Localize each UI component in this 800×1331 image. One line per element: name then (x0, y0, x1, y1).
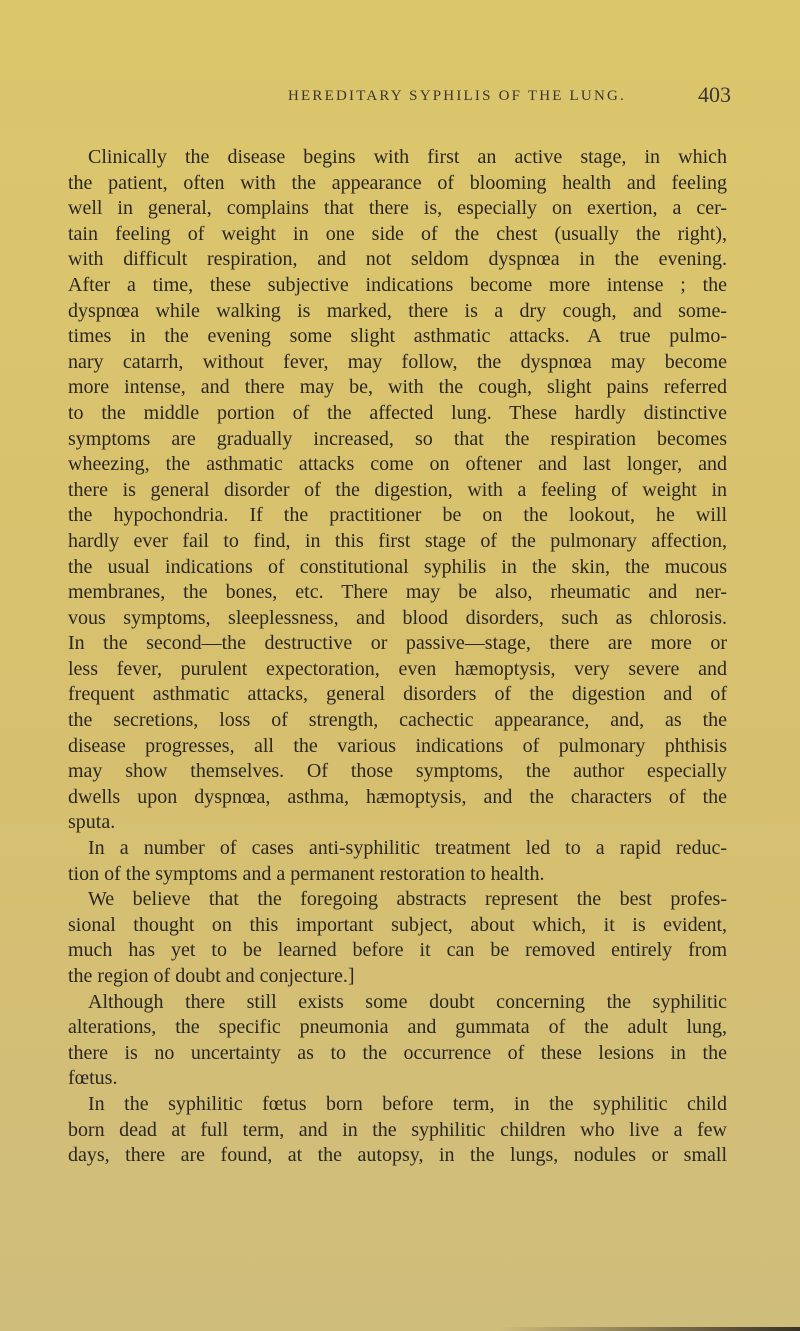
text-line: alterations, the specific pneumonia and gummata of the adult lung, (68, 1016, 727, 1039)
paragraph (68, 887, 727, 989)
text-line: tion of the symptoms and a permanent restoration to health. (68, 862, 545, 885)
text-line: the hypochondria. If the practitioner be on the lookout, he will (68, 504, 727, 527)
paragraph (68, 145, 727, 836)
text-line: there is no uncertainty as to the occurrence of these lesions in the (68, 1041, 727, 1064)
text-line: well in general, complains that there is, especially on exertion, a cer- (68, 197, 727, 220)
text-line: frequent asthmatic attacks, general disorders of the digestion and of (68, 683, 727, 706)
page-edge-shadow (500, 1327, 800, 1331)
paragraph (68, 836, 727, 887)
text-line: to the middle portion of the affected lung. These hardly distinctive (68, 401, 727, 424)
text-line: less fever, purulent expectoration, even hæmoptysis, very severe and (68, 657, 727, 680)
text-line: fœtus. (68, 1067, 118, 1090)
paragraph (68, 1092, 727, 1169)
text-line: the usual indications of constitutional syphilis in the skin, the mucous (68, 555, 727, 578)
text-line: there is general disorder of the digestion, with a feeling of weight in (68, 478, 727, 501)
text-line: We believe that the foregoing abstracts represent the best profes- (88, 888, 727, 911)
text-line: membranes, the bones, etc. There may be also, rheumatic and ner- (68, 581, 727, 604)
text-line: may show themselves. Of those symptoms, the author especially (68, 760, 727, 783)
text-line: In a number of cases anti-syphilitic treatment led to a rapid reduc- (88, 837, 727, 860)
text-line: days, there are found, at the autopsy, in the lungs, nodules or small (68, 1144, 727, 1167)
text-line: the region of doubt and conjecture.] (68, 965, 355, 987)
page-number: 403 (698, 82, 731, 107)
text-line: wheezing, the asthmatic attacks come on oftener and last longer, and (68, 453, 727, 476)
paragraph (68, 990, 727, 1092)
text-line: sputa. (68, 811, 116, 834)
text-line: with difficult respiration, and not seldom dyspnœa in the evening. (68, 248, 727, 271)
text-line: Clinically the disease begins with first an active stage, in which (88, 146, 727, 168)
text-line: nary catarrh, without fever, may follow, the dyspnœa may become (68, 350, 727, 373)
text-line: born dead at full term, and in the syphilitic children who live a few (68, 1118, 727, 1141)
text-line: the patient, often with the appearance of blooming health and feeling (68, 171, 727, 194)
text-line: After a time, these subjective indications become more intense ; the (68, 273, 727, 296)
text-line: disease progresses, all the various indications of pulmonary phthisis (68, 734, 727, 757)
text-line: the secretions, loss of strength, cachectic appearance, and, as the (68, 709, 727, 732)
text-line: Although there still exists some doubt concerning the syphilitic (88, 990, 727, 1013)
text-line: more intense, and there may be, with the cough, slight pains referred (68, 376, 727, 399)
text-line: dwells upon dyspnœa, asthma, hæmoptysis, and the characters of the (68, 785, 727, 808)
text-line: much has yet to be learned before it can be removed entirely from (68, 939, 727, 962)
text-line: In the second—the destructive or passive—stage, there are more or (68, 632, 727, 655)
text-line: hardly ever fail to find, in this first stage of the pulmonary affection, (68, 529, 727, 552)
text-line: symptoms are gradually increased, so that the respiration becomes (68, 427, 727, 450)
body-text (68, 145, 727, 1169)
running-head: HEREDITARY SYPHILIS OF THE LUNG. (288, 88, 626, 104)
text-line: vous symptoms, sleeplessness, and blood disorders, such as chlorosis. (68, 606, 727, 629)
text-line: In the syphilitic fœtus born before term, in the syphilitic child (88, 1092, 727, 1115)
text-line: times in the evening some slight asthmatic attacks. A true pulmo- (68, 325, 727, 348)
text-line: sional thought on this important subject, about which, it is evident, (68, 913, 727, 936)
text-line: tain feeling of weight in one side of the chest (usually the right), (68, 222, 727, 245)
text-line: dyspnœa while walking is marked, there is a dry cough, and some- (68, 299, 727, 322)
